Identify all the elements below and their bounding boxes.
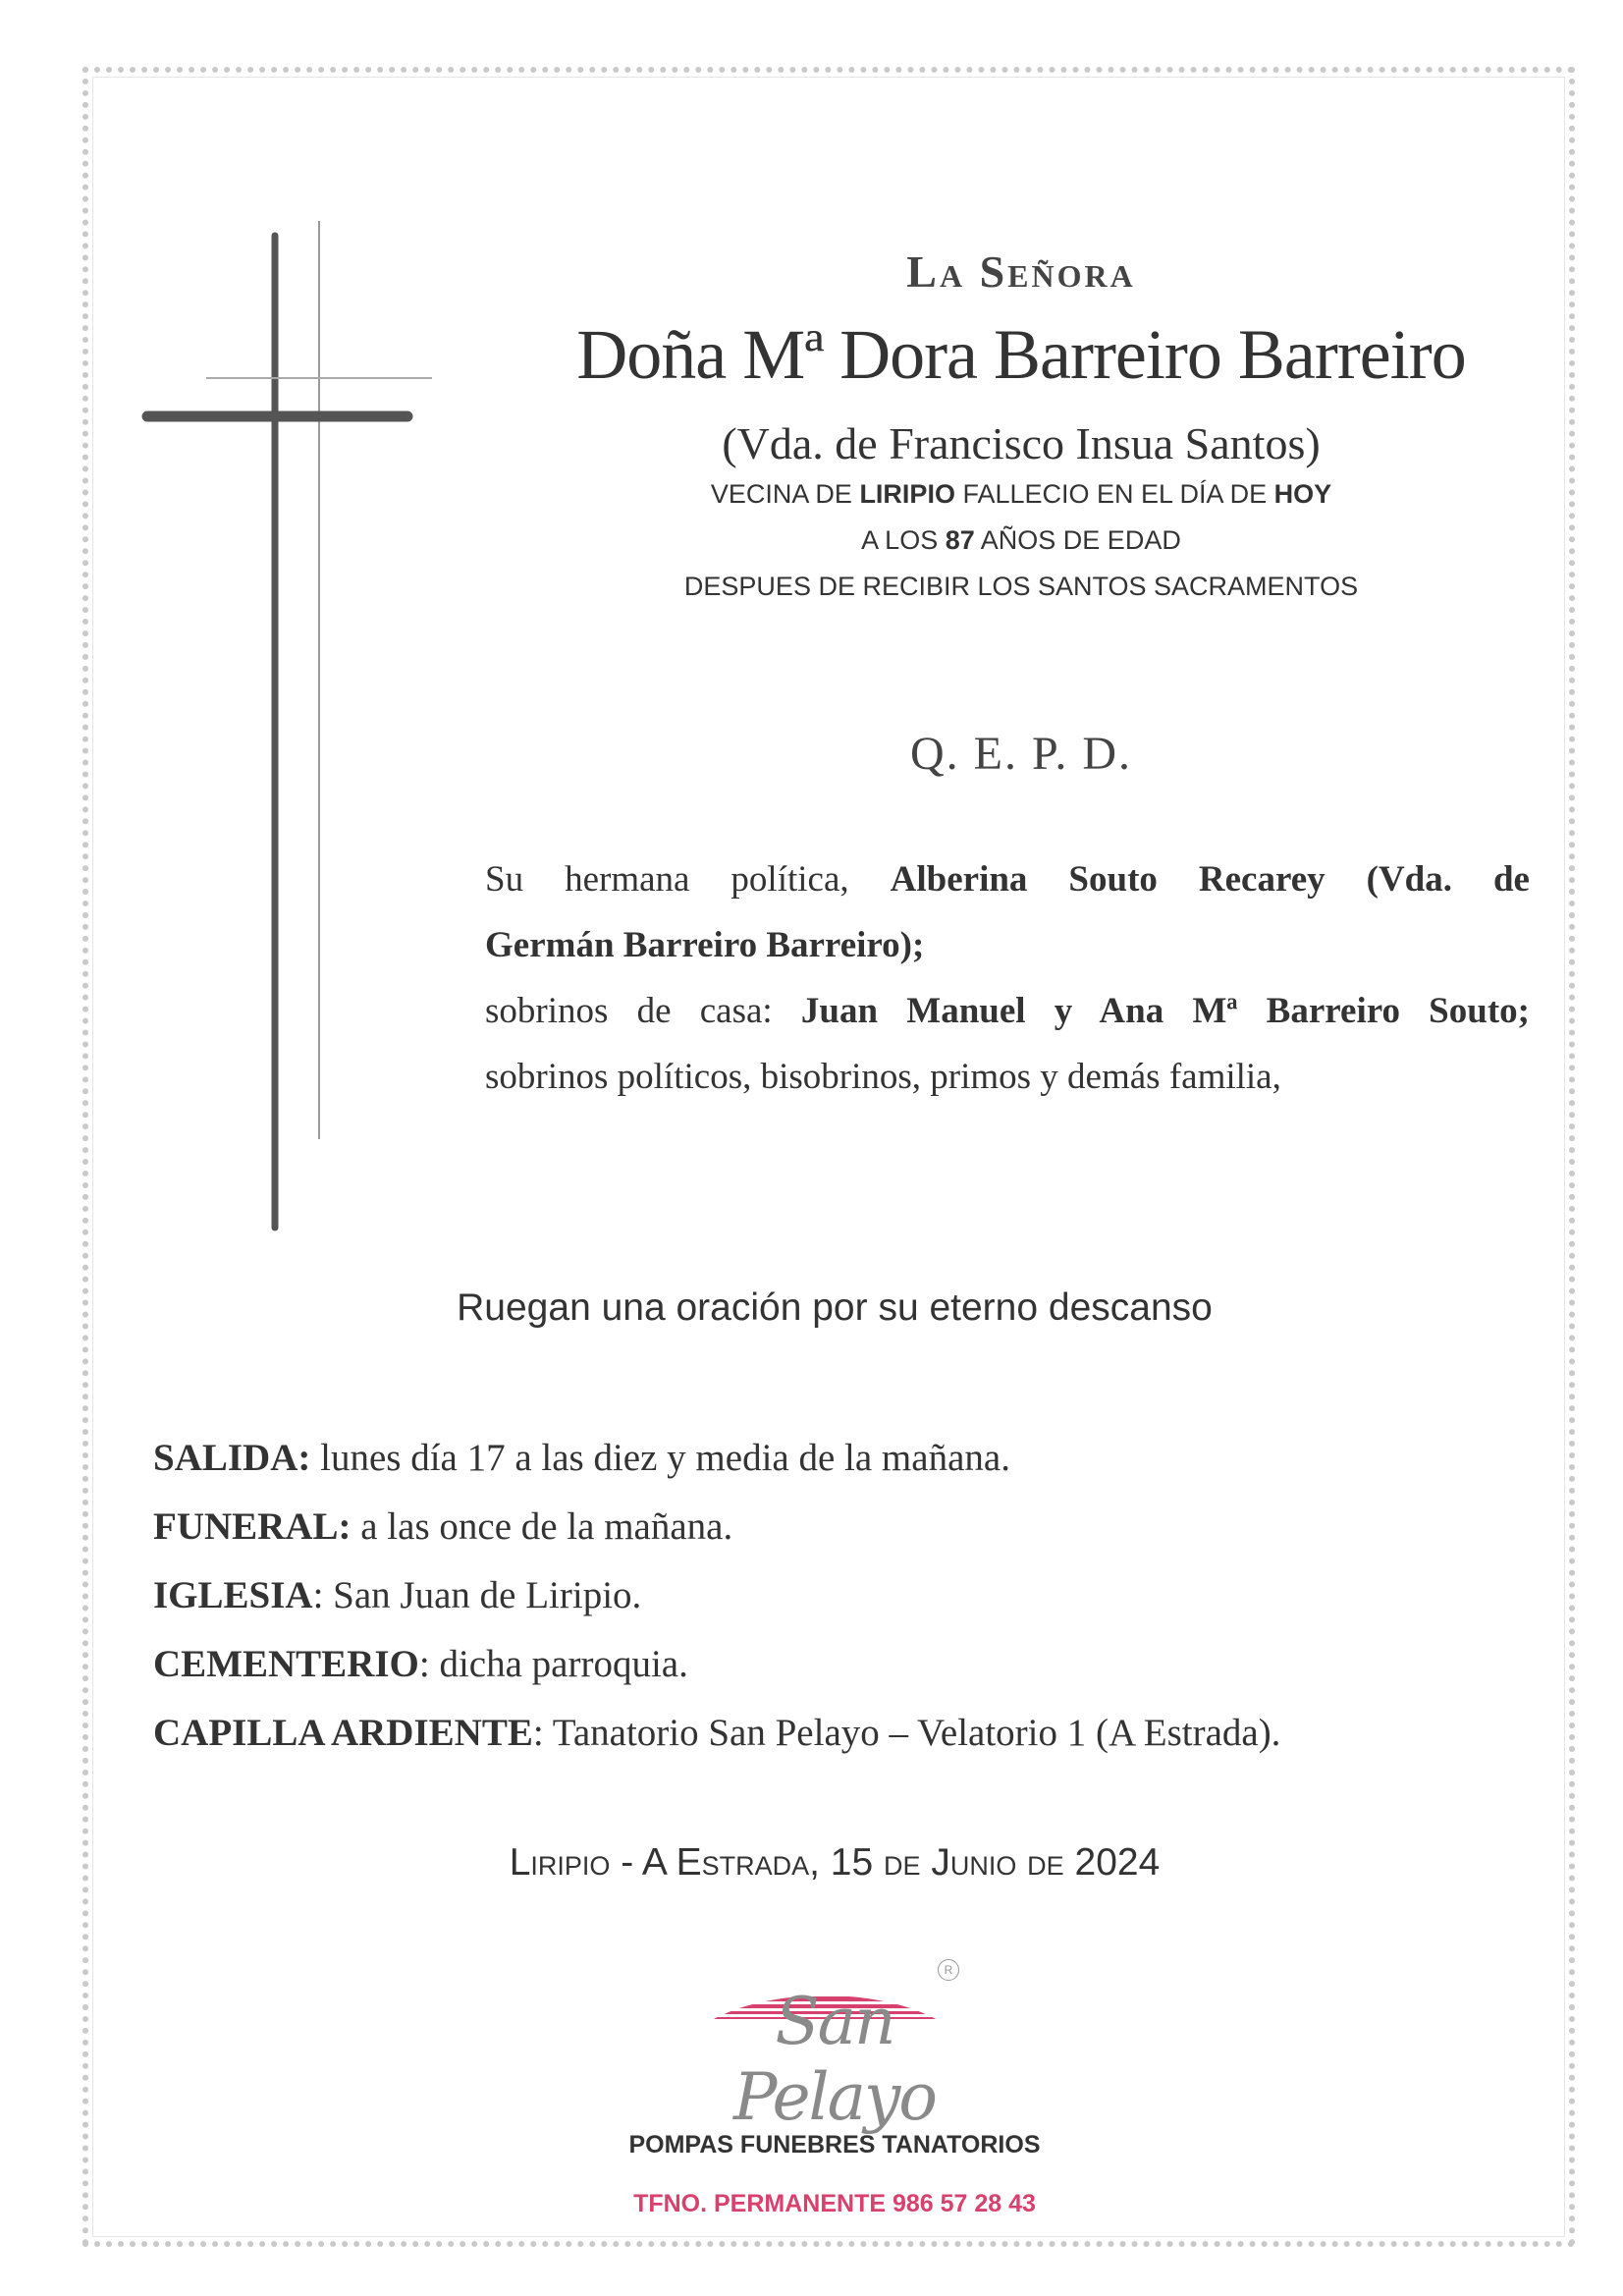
info-text: VECINA DE xyxy=(710,479,860,509)
info-text: A LOS xyxy=(861,525,946,555)
detail-label: CEMENTERIO xyxy=(153,1643,419,1685)
dateline: Liripio - A Estrada, 15 de Junio de 2024 xyxy=(509,1841,1161,1884)
title-prefix: La Señora xyxy=(906,246,1136,297)
service-details xyxy=(153,1424,1280,1768)
detail-funeral xyxy=(153,1493,1280,1561)
detail-label: IGLESIA xyxy=(153,1574,313,1616)
detail-text: : San Juan de Liripio. xyxy=(312,1574,642,1616)
detail-text: lunes día 17 a las diez y media de la mañana. xyxy=(310,1437,1010,1479)
family-name: Alberina Souto Recarey (Vda. de xyxy=(890,859,1530,900)
detail-text: : Tanatorio San Pelayo – Velatorio 1 (A Estrada). xyxy=(532,1712,1281,1754)
registered-mark: R xyxy=(938,1959,959,1981)
family-text: Su hermana política, xyxy=(485,859,891,900)
info-place: LIRIPIO xyxy=(859,479,955,509)
cross-icon xyxy=(137,221,442,1242)
family-name: Germán Barreiro Barreiro); xyxy=(485,925,925,965)
detail-salida xyxy=(153,1424,1280,1493)
family-name: Juan Manuel y Ana Mª Barreiro Souto; xyxy=(800,991,1530,1031)
family-line-3 xyxy=(485,978,1530,1044)
detail-label: CAPILLA ARDIENTE xyxy=(153,1712,533,1754)
family-line-4: sobrinos políticos, bisobrinos, primos y demás familia, xyxy=(485,1057,1281,1097)
family-text: sobrinos de casa: xyxy=(485,991,801,1031)
detail-text: : dicha parroquia. xyxy=(418,1643,688,1685)
info-day: HOY xyxy=(1273,479,1332,509)
detail-iglesia xyxy=(153,1561,1280,1630)
company-name: POMPAS FUNEBRES TANATORIOS xyxy=(628,2131,1041,2159)
prayer-text: Ruegan una oración por su eterno descanso xyxy=(457,1286,1213,1329)
info-line-1 xyxy=(550,479,1492,510)
detail-text: a las once de la mañana. xyxy=(351,1505,733,1548)
logo-wordmark: San Pelayo xyxy=(733,1984,936,2135)
info-line-2 xyxy=(550,525,1492,556)
info-text: FALLECIO EN EL DÍA DE xyxy=(954,479,1274,509)
widow-note: (Vda. de Francisco Insua Santos) xyxy=(722,418,1321,468)
family-line-2 xyxy=(485,912,1530,978)
info-text: AÑOS DE EDAD xyxy=(974,525,1181,555)
detail-capilla xyxy=(153,1699,1280,1768)
qepd: Q. E. P. D. xyxy=(909,728,1133,780)
detail-cementerio xyxy=(153,1630,1280,1699)
detail-label: SALIDA: xyxy=(153,1437,311,1479)
detail-label: FUNERAL: xyxy=(153,1505,352,1548)
family-paragraph xyxy=(485,847,1530,1110)
deceased-name: Doña Mª Dora Barreiro Barreiro xyxy=(576,315,1466,394)
info-line-3: DESPUES DE RECIBIR LOS SANTOS SACRAMENTOS xyxy=(683,572,1359,601)
family-line-1 xyxy=(485,847,1530,912)
info-age: 87 xyxy=(945,525,975,555)
phone-number: TFNO. PERMANENTE 986 57 28 43 xyxy=(633,2190,1036,2217)
